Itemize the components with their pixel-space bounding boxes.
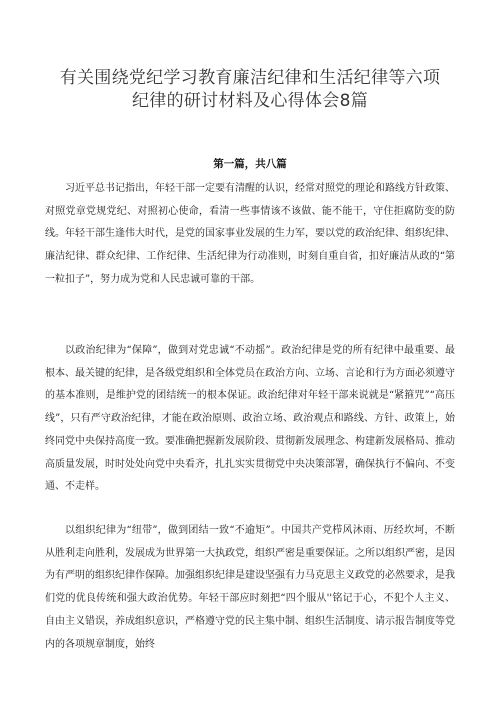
paragraph-3: 以组织纪律为“纽带”，做到团结一致“不逾矩”。中国共产党栉风沐雨、历经坎坷，不断从胜利走向胜利，发展成为世界第一大执政党，组织严密是重要保证。之所以组织严密，是因为有严明的组织纪律作保障。加强组织纪律是建设坚强有力马克思主义政党的必然要求，是我们党的优良传统和强大政治优势。年轻干部应时刻把“四个服从''铭记于心，不犯个人主义、自由主义错误，养成组织意识，严格遵守党的民主集中制、组织生活制度、请示报告制度等党内的各项规章制度，始终: [45, 525, 455, 650]
document-title-line-2: 纪律的研讨材料及心得体会8篇: [131, 91, 368, 111]
section-heading: 第一篇，共八篇: [213, 158, 287, 170]
document-title-line-1: 有关围绕党纪学习教育廉洁纪律和生活纪律等六项: [59, 68, 441, 88]
paragraph-1: 习近平总书记指出，年轻干部一定要有清醒的认识，经常对照党的理论和路线方针政策、对照党章党规党纪、对照初心使命，看清一些事情该不该做、能不能干，守住拒腐防变的防线。年轻干部生逢伟大时代，是党的国家事业发展的生力军，要以党的政治纪律、组织纪律、廉洁纪律、群众纪律、工作纪律、生活纪律为行动准则，时刻自重自省，扣好廉洁从政的“第一粒扣子”，努力成为党和人民忠诚可靠的干部。: [45, 183, 455, 285]
paragraph-2: 以政治纪律为“保障”，做到对党忠诚“不动摇”。政治纪律是党的所有纪律中最重要、最根本、最关键的纪律，是各级党组织和全体党员在政治方向、立场、言论和行为方面必须遵守的基本准则，是维护党的团结统一的根本保证。政治纪律对年轻干部来说就是“紧箍咒”“高压线”，只有严守政治纪律，才能在政治原则、政治立场、政治观点和路线、方针、政策上，始终同党中央保持高度一致。要准确把握新发展阶段、贯彻新发展理念、构建新发展格局、推动高质量发展，时时处处向党中央看齐，扎扎实实贯彻党中央决策部署，确保执行不偏向、不变通、不走样。: [45, 345, 455, 493]
